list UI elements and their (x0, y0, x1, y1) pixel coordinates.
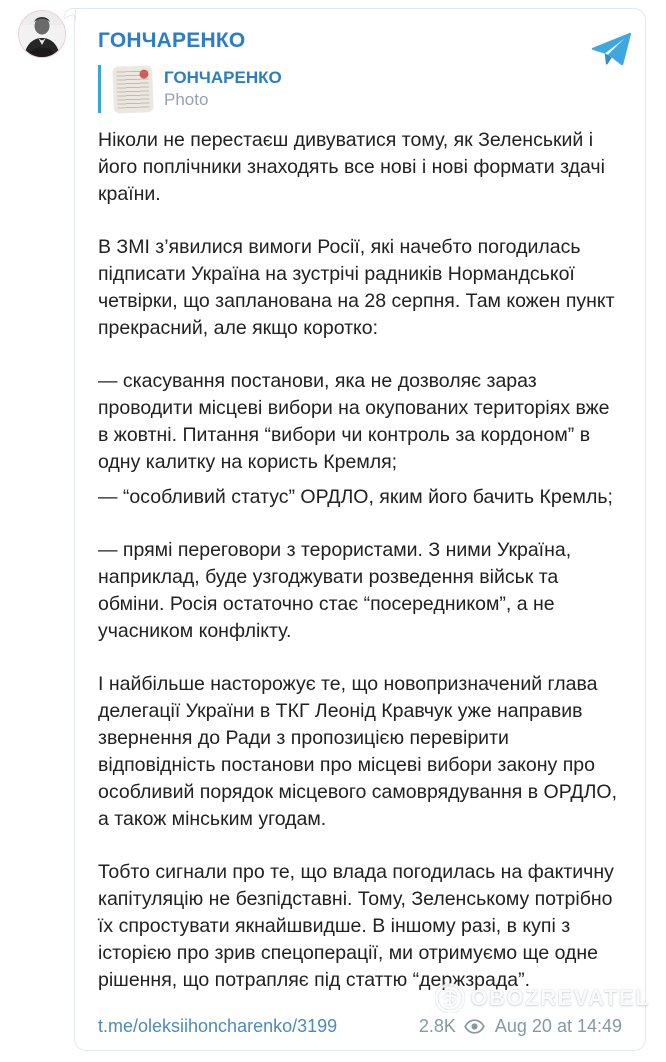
views-count: 2.8K (418, 1016, 456, 1036)
reply-preview-text (164, 67, 282, 111)
post-header (75, 9, 645, 53)
paragraph: Ніколи не перестаєш дивуватися тому, як Зеленський і його поплічники знаходять все нові і нові формати здачі країни. (98, 129, 605, 205)
person-portrait-icon (19, 11, 65, 57)
paragraph: — скасування постанови, яка не дозволяє зараз проводити місцеві вибори на окупованих територіях вже в жовтні. Питання “вибори чи контроль за кордоном” в одну калитку на користь Кремля; (98, 370, 610, 473)
paragraph: Тобто сигнали про те, що влада погодилась на фактичну капітуляцію не безпідставні. Тому, Зеленському потрібно їх спростувати якнайшвидше. В іншому разі, в купі з історією про зрив спецоперації, ми отримуємо ще одне рішення, що потрапляє під статтю “держзрада”. (98, 861, 614, 991)
photo-thumbnail (113, 66, 153, 112)
post-meta (419, 1016, 622, 1037)
timestamp: Aug 20 at 14:49 (494, 1016, 622, 1036)
eye-icon (464, 1019, 485, 1034)
paragraph: І найбільше насторожує те, що новопризначений глава делегації України в ТКГ Леонід Кравчук уже направив звернення до Ради з пропозицією перевірити відповідність постанови про місцеві вибори закону про особливий порядок місцевого самоврядування в ОРДЛО, а також мінським угодам. (98, 673, 618, 830)
reply-preview[interactable] (98, 65, 622, 113)
telegram-plane-icon[interactable] (589, 27, 633, 71)
red-stamp (139, 69, 148, 78)
paragraph: — прямі переговори з терористами. З ними Україна, наприклад, буде узгоджувати розведення військ та обміни. Росія остаточно стає “посередником”, а не учасником конфлікту. (98, 539, 572, 642)
post-link[interactable]: t.me/oleksiihoncharenko/3199 (98, 1016, 338, 1036)
message-bubble (74, 8, 646, 1051)
channel-name[interactable]: ГОНЧАРЕНКО (98, 29, 246, 52)
paragraph: В ЗМІ з’явилися вимоги Росії, які начебто погодилась підписати Україна на зустрічі радників Нормандської четвірки, що запланована на 28 серпня. Там кожен пункт прекрасний, але якщо коротко: (98, 236, 615, 339)
watermark-text: OBOZREVATEL (470, 985, 650, 1010)
post-footer (98, 1016, 622, 1037)
reply-channel-name: ГОНЧАРЕНКО (164, 68, 282, 87)
reply-media-label: Photo (164, 90, 209, 109)
channel-avatar[interactable] (18, 10, 66, 58)
post-text (75, 127, 645, 994)
paragraph: — “особливий статус” ОРДЛО, яким його бачить Кремль; (98, 486, 613, 508)
